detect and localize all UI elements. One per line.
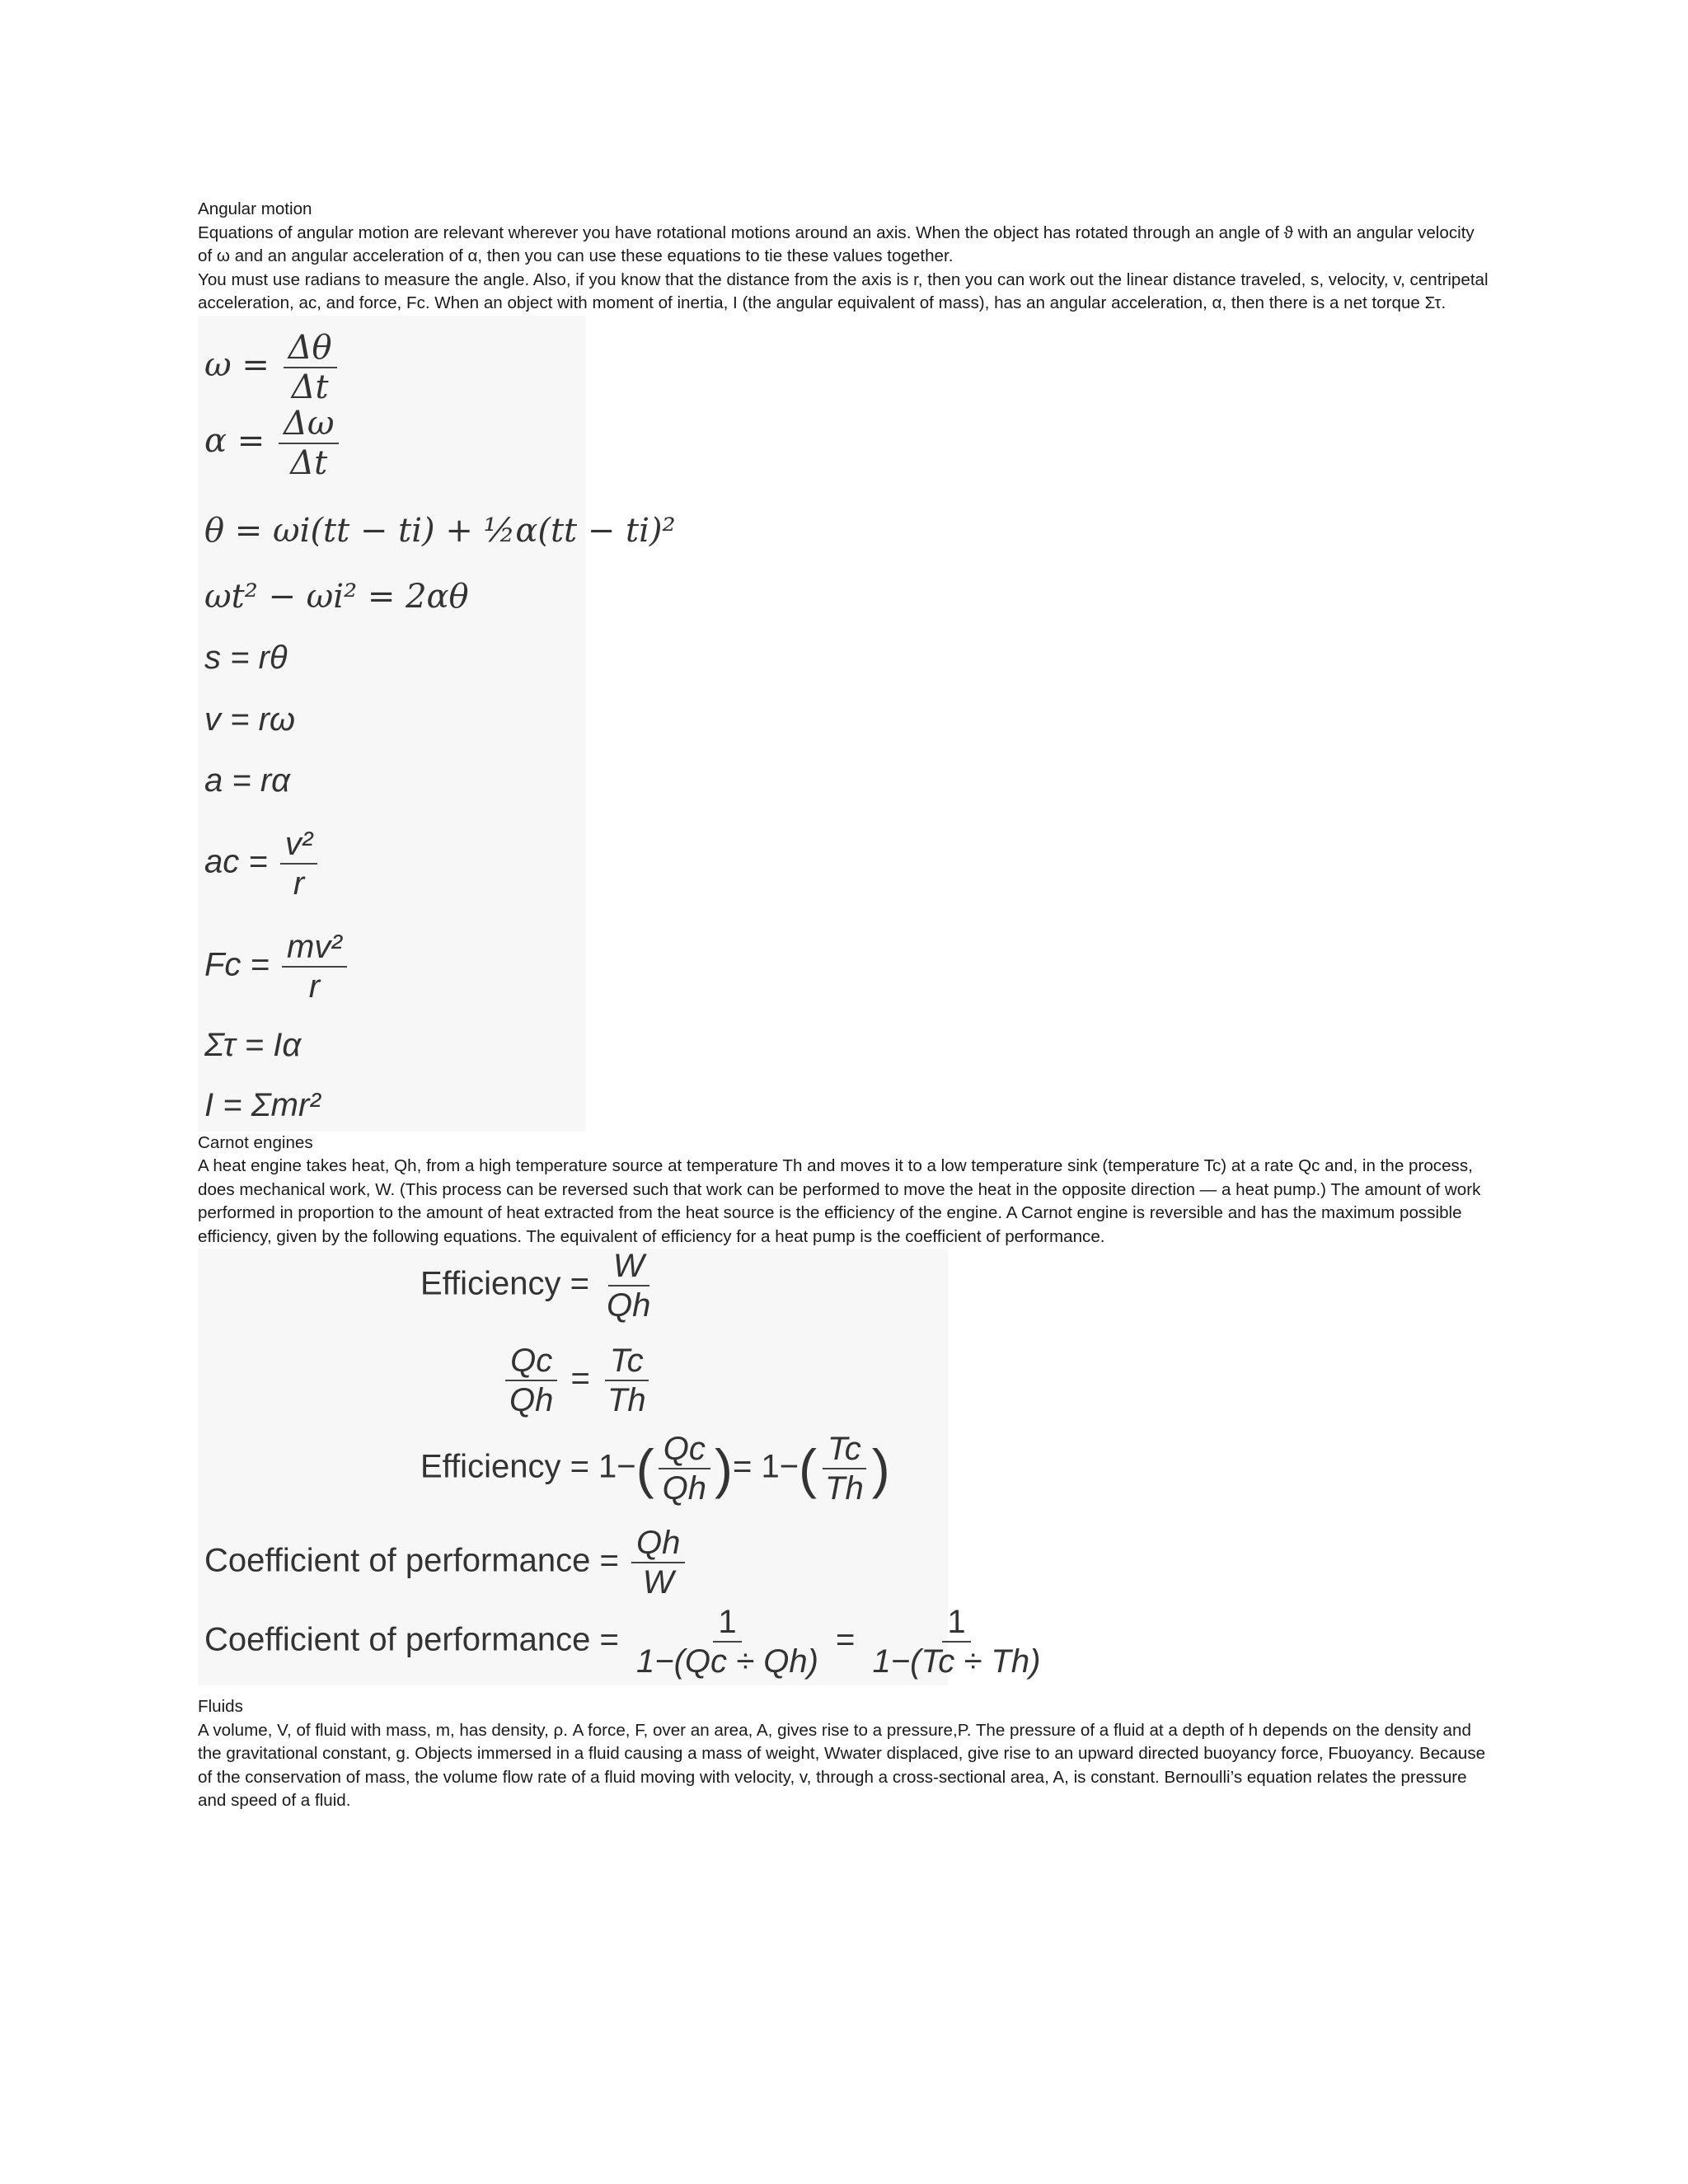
angular-motion-paragraph-2: You must use radians to measure the angle. Also, if you know that the distance from the axis is r, then you can work out the linear distance traveled, s, velocity, v, centripetal acceleration, ac, and force, Fc. When an object with moment of inertia, I (the angular equivalent of mass), has an angular acceleration, α, then there is a net torque Στ. [198,269,1489,312]
document-page [198,198,1492,1813]
equation-efficiency: Efficiency = $\frac{W}{Qh}$ [420,1248,651,1324]
equation-centripetal-force: Fc = $\frac{\text{mv²}}{r}$ [204,930,350,1004]
equation-efficiency-expanded: Efficiency = 1−( $\frac{Qc}{Qh}$ )= 1−( $\frac{Tc}{Th}$ ) [420,1431,890,1507]
angular-motion-paragraph-1: Equations of angular motion are relevant wherever you have rotational motions around an axis. When the object has rotated through an angle of ϑ with an angular velocity of ω and an angular acceleration of α, then you can use these equations to tie these values together. [198,223,1475,265]
carnot-paragraph: A heat engine takes heat, Qh, from a high temperature source at temperature Th and moves it to a low temperature sink (temperature Tc) at a rate Qc and, in the process, does mechanical work, W. (This process can be reversed such that work can be performed to move the heat in the opposite direction — a heat pump.) The amount of work performed in proportion to the amount of heat extracted from the heat source is the efficiency of the engine. A Carnot engine is reversible and has the maximum possible efficiency, given by the following equations. The equivalent of efficiency for a heat pump is the coefficient of performance. [198,1156,1481,1246]
equation-theta: θ = ωi(tt − ti) + ½α(tt − ti)² [204,511,676,550]
section-heading-carnot-engines: Carnot engines [198,1132,313,1152]
equation-omega: ω = $\frac{\Delta\theta}{\Delta t}$ [204,330,340,405]
angular-equations-figure [198,316,676,1132]
equation-moment-of-inertia: I = Σmr² [204,1086,321,1123]
section-heading-angular-motion: Angular motion [198,199,312,218]
equation-acceleration: a = rα [204,762,290,799]
equation-velocity: v = rω [204,701,296,738]
equation-arc-length: s = rθ [204,639,288,676]
equation-coefficient-of-performance: Coefficient of performance = $\frac{Qh}{W}$ [204,1526,688,1600]
carnot-equations-figure [198,1248,1041,1685]
equation-centripetal-acceleration: ac = $\frac{\text{v²}}{r}$ [204,827,321,901]
equation-torque: Στ = Iα [204,1026,302,1063]
equation-coefficient-of-performance-expanded: Coefficient of performance = $\frac{1}{1-(Qc \div Qh)}$ = $\frac{1}{1-(Tc \div Th)}$ [204,1604,1041,1680]
section-heading-fluids: Fluids [198,1697,243,1716]
fluids-paragraph: A volume, V, of fluid with mass, m, has density, ρ. A force, F, over an area, A, gives rise to a pressure,P. The pressure of a fluid at a depth of h depends on the density and the gravitational constant, g. Objects immersed in a fluid causing a mass of weight, Wwater displaced, give rise to an upward directed buoyancy force, Fbuoyancy. Because of the conservation of mass, the volume flow rate of a fluid moving with velocity, v, through a cross-sectional area, A, is constant. Bernoulli’s equation relates the pressure and speed of a fluid. [198,1720,1486,1810]
equation-omega-squared: ωt² − ωi² = 2αθ [204,577,469,616]
equation-alpha: α = $\frac{\Delta\omega}{\Delta t}$ [204,406,342,480]
equation-heat-ratio: $\frac{Qc}{Qh}$ = $\frac{Tc}{Th}$ [501,1343,654,1418]
